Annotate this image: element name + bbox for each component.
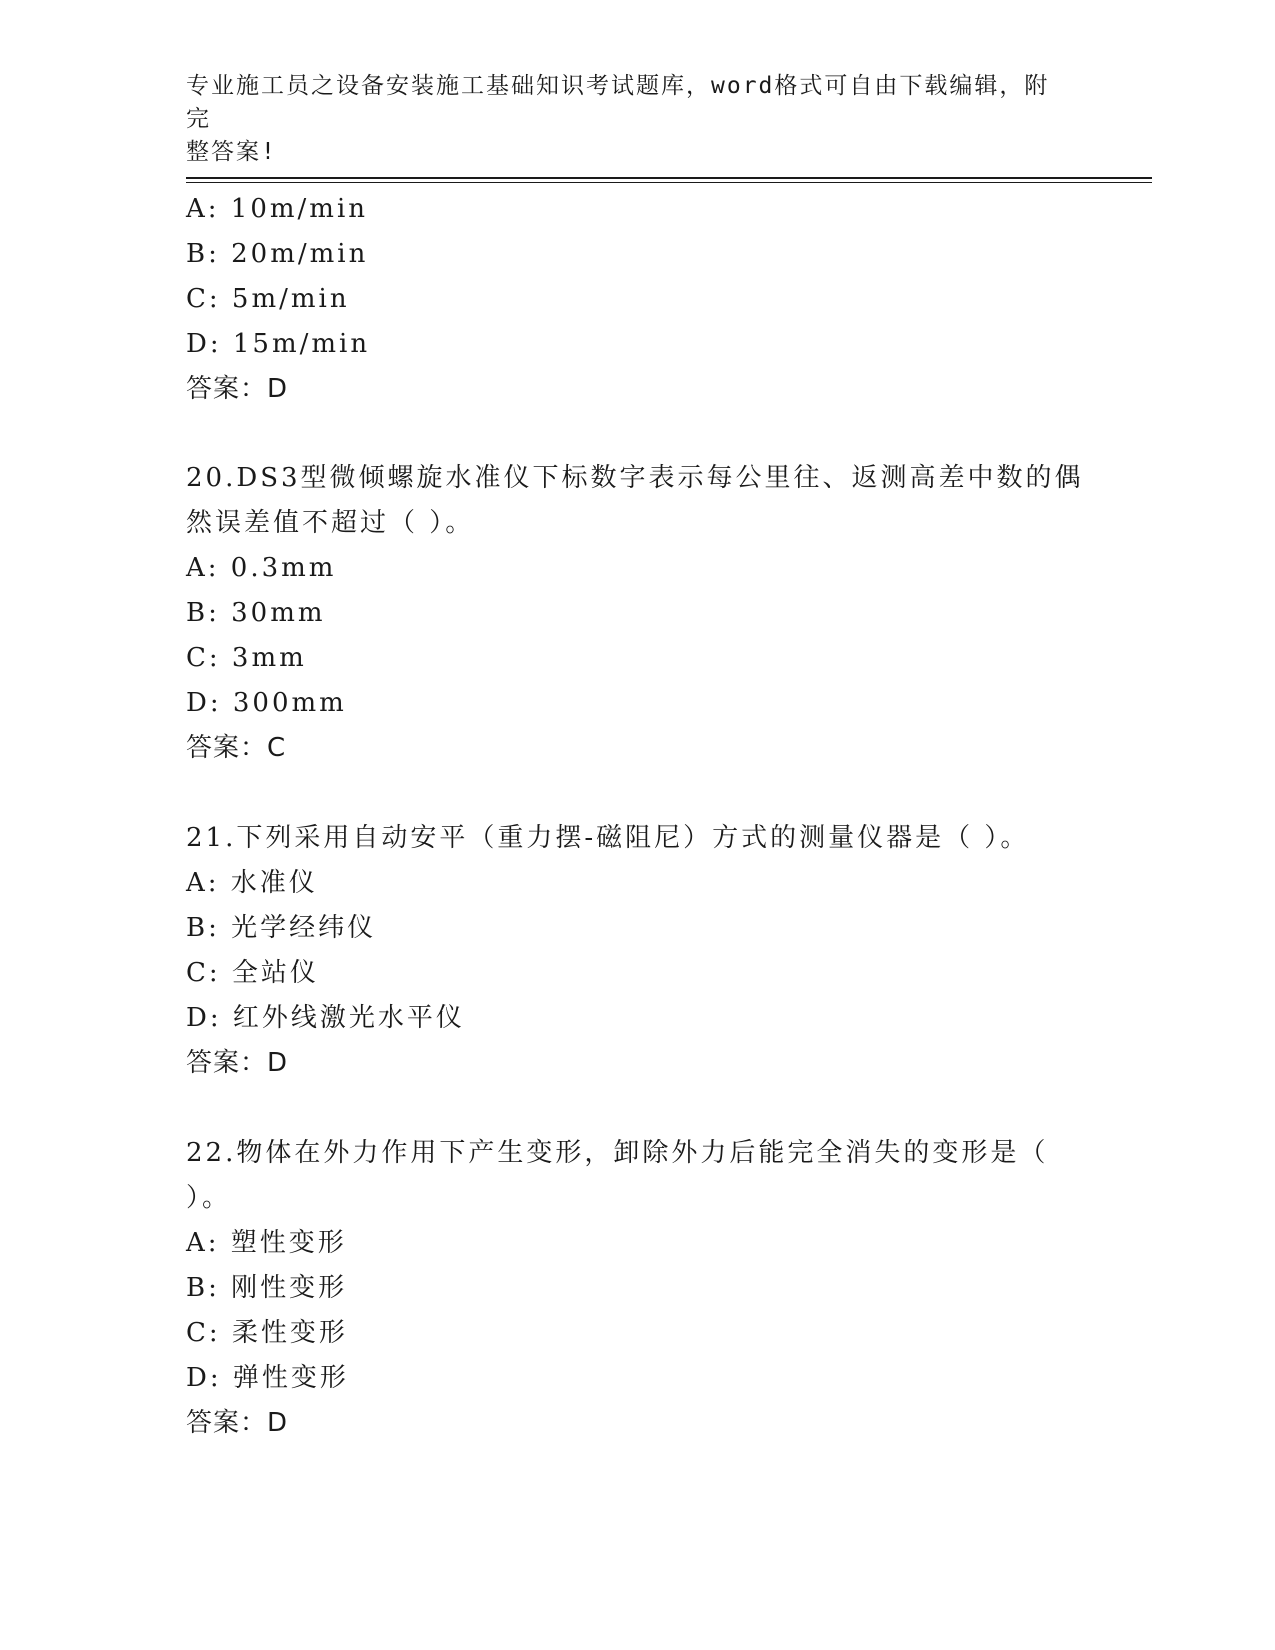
q19-option-a: A: 10m/min [186,194,369,224]
q20-option-b: B: 30mm [186,598,326,628]
q20-option-c: C: 3mm [186,643,307,673]
q22-option-a: A: 塑性变形 [186,1228,347,1258]
q20-stem-line-2: 然误差值不超过（ ）。 [186,508,475,538]
q21-answer: 答案：D [186,1048,289,1078]
q19-option-b: B: 20m/min [186,239,369,269]
q19-option-d: D: 15m/min [186,329,371,359]
header-divider-thick [186,177,1152,179]
q21-option-d: D: 红外线激光水平仪 [186,1003,465,1033]
header-line-1: 专业施工员之设备安装施工基础知识考试题库，word格式可自由下载编辑，附完 [186,73,1050,132]
q20-answer: 答案：C [186,733,287,763]
page-header [186,70,1066,169]
q19-answer: 答案：D [186,374,289,404]
q20-option-d: D: 300mm [186,688,347,718]
q20-stem-line-1: 20.DS3型微倾螺旋水准仪下标数字表示每公里往、返测高差中数的偶 [186,463,1084,493]
q22-stem-line-2: ）。 [186,1183,232,1213]
q19-option-c: C: 5m/min [186,284,350,314]
q22-option-c: C: 柔性变形 [186,1318,348,1348]
q21-option-a: A: 水准仪 [186,868,318,898]
q22-stem-line-1: 22.物体在外力作用下产生变形，卸除外力后能完全消失的变形是（ [186,1138,1049,1168]
q21-option-c: C: 全站仪 [186,958,319,988]
q20-option-a: A: 0.3mm [186,553,337,583]
header-divider [186,177,1152,183]
header-divider-thin [186,182,1152,183]
q22-option-b: B: 刚性变形 [186,1273,348,1303]
q21-option-b: B: 光学经纬仪 [186,913,377,943]
header-line-2: 整答案! [186,139,277,165]
q21-stem-line-1: 21.下列采用自动安平（重力摆-磁阻尼）方式的测量仪器是（ ）。 [186,823,1030,853]
q22-option-d: D: 弹性变形 [186,1363,349,1393]
q22-answer: 答案：D [186,1408,289,1438]
